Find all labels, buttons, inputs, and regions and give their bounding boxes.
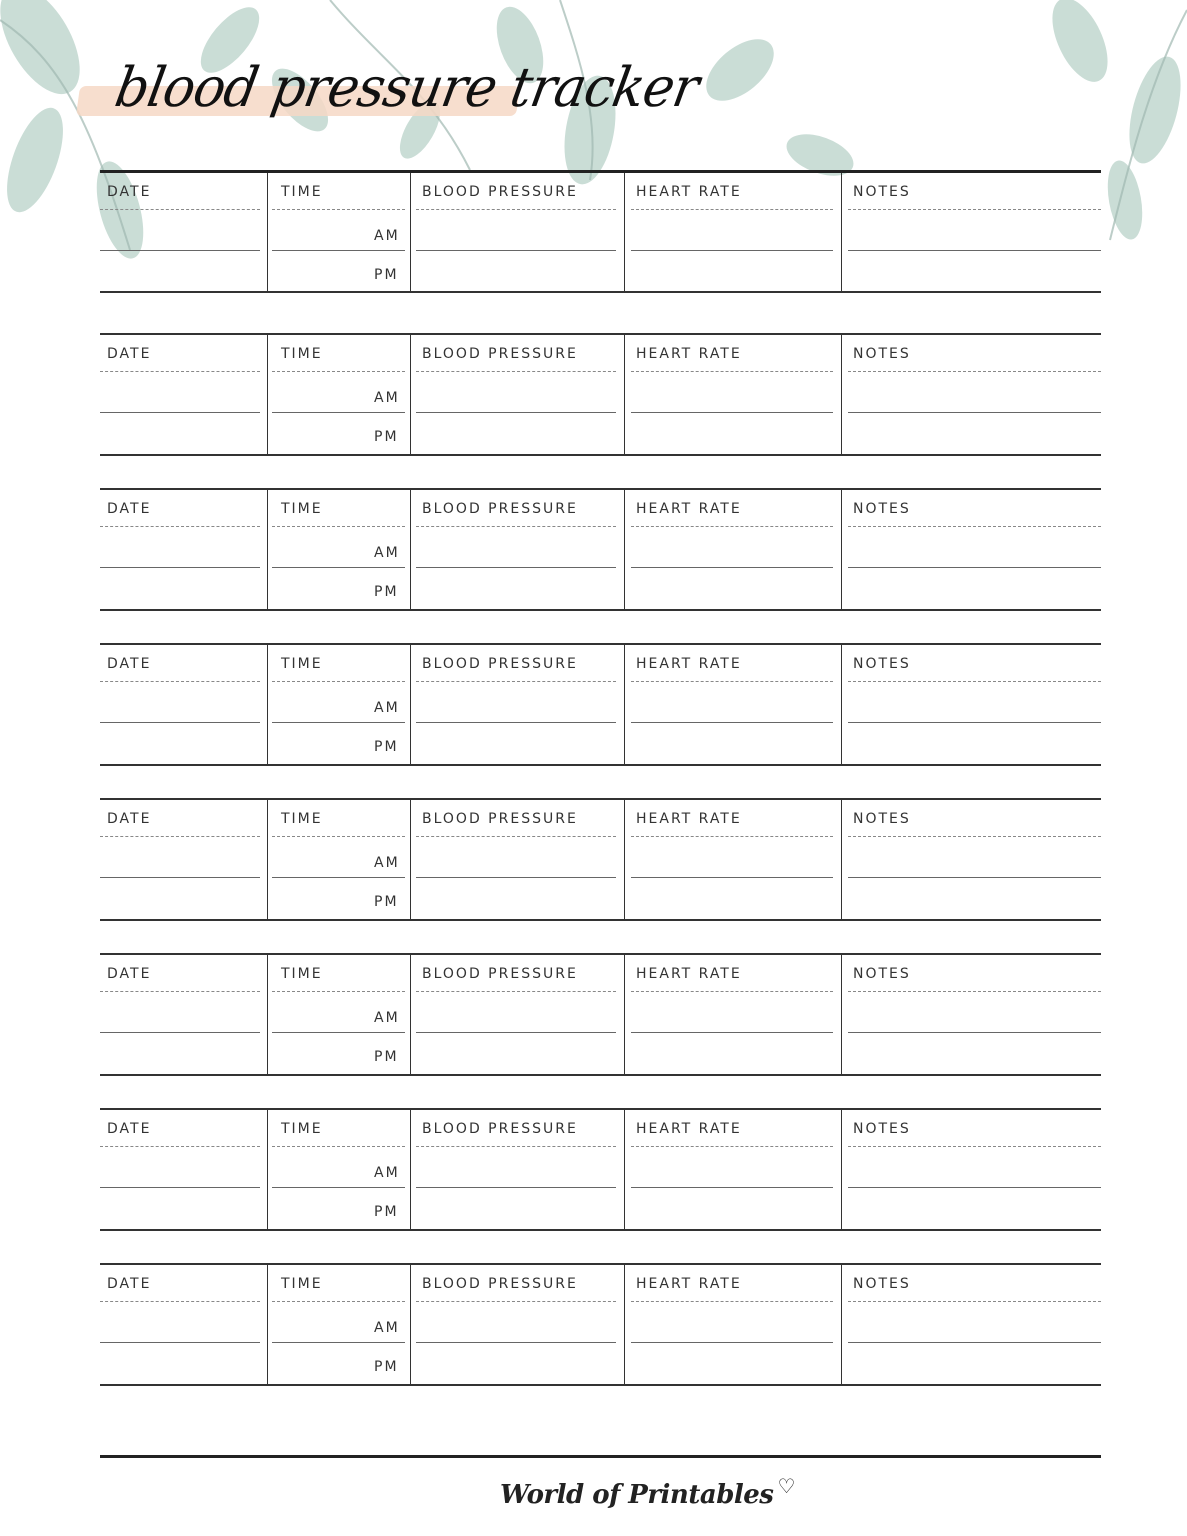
- writing-line[interactable]: [848, 1032, 1101, 1033]
- pm-label: PM: [374, 1049, 399, 1065]
- column-header-time: TIME: [281, 1121, 323, 1137]
- column-divider: [841, 955, 842, 1074]
- writing-line[interactable]: [416, 250, 616, 251]
- column-header-notes: NOTES: [853, 346, 911, 362]
- column-header-blood-pressure: BLOOD PRESSURE: [422, 1276, 578, 1292]
- column-header-blood-pressure: BLOOD PRESSURE: [422, 1121, 578, 1137]
- column-divider: [410, 490, 411, 609]
- dashed-rule: [631, 991, 833, 992]
- pm-label: PM: [374, 1359, 399, 1375]
- column-header-date: DATE: [107, 1121, 152, 1137]
- pm-label: PM: [374, 894, 399, 910]
- footer-rule: [100, 1455, 1101, 1458]
- column-header-heart-rate: HEART RATE: [636, 1121, 742, 1137]
- dashed-rule: [631, 526, 833, 527]
- writing-line[interactable]: [272, 1032, 405, 1033]
- dashed-rule: [272, 371, 405, 372]
- writing-line[interactable]: [848, 250, 1101, 251]
- column-divider: [410, 335, 411, 454]
- column-divider: [624, 1110, 625, 1229]
- dashed-rule: [272, 836, 405, 837]
- column-header-time: TIME: [281, 184, 323, 200]
- pm-label: PM: [374, 429, 399, 445]
- dashed-rule: [272, 1146, 405, 1147]
- dashed-rule: [100, 371, 260, 372]
- dashed-rule: [416, 209, 616, 210]
- dashed-rule: [631, 371, 833, 372]
- column-header-notes: NOTES: [853, 1121, 911, 1137]
- title-area: [78, 50, 703, 140]
- dashed-rule: [848, 1301, 1101, 1302]
- column-header-date: DATE: [107, 1276, 152, 1292]
- column-header-notes: NOTES: [853, 811, 911, 827]
- pm-label: PM: [374, 584, 399, 600]
- writing-line[interactable]: [631, 250, 833, 251]
- writing-line[interactable]: [100, 1032, 260, 1033]
- dashed-rule: [416, 1146, 616, 1147]
- column-header-blood-pressure: BLOOD PRESSURE: [422, 656, 578, 672]
- column-header-date: DATE: [107, 346, 152, 362]
- dashed-rule: [100, 991, 260, 992]
- column-header-heart-rate: HEART RATE: [636, 811, 742, 827]
- entry-block: [100, 1263, 1101, 1386]
- am-label: AM: [374, 228, 400, 244]
- writing-line[interactable]: [631, 567, 833, 568]
- writing-line[interactable]: [631, 412, 833, 413]
- writing-line[interactable]: [416, 722, 616, 723]
- writing-line[interactable]: [416, 567, 616, 568]
- column-divider: [624, 1265, 625, 1384]
- column-header-notes: NOTES: [853, 501, 911, 517]
- am-label: AM: [374, 700, 400, 716]
- column-header-notes: NOTES: [853, 1276, 911, 1292]
- column-divider: [624, 800, 625, 919]
- column-divider: [267, 800, 268, 919]
- column-header-heart-rate: HEART RATE: [636, 184, 742, 200]
- writing-line[interactable]: [100, 1187, 260, 1188]
- dashed-rule: [100, 1146, 260, 1147]
- column-header-date: DATE: [107, 501, 152, 517]
- entry-block: [100, 798, 1101, 921]
- column-divider: [624, 645, 625, 764]
- column-header-notes: NOTES: [853, 966, 911, 982]
- writing-line[interactable]: [848, 1187, 1101, 1188]
- column-header-time: TIME: [281, 656, 323, 672]
- column-divider: [841, 800, 842, 919]
- column-header-blood-pressure: BLOOD PRESSURE: [422, 811, 578, 827]
- writing-line[interactable]: [631, 1342, 833, 1343]
- column-divider: [624, 335, 625, 454]
- dashed-rule: [416, 681, 616, 682]
- column-divider: [841, 335, 842, 454]
- dashed-rule: [416, 526, 616, 527]
- column-divider: [624, 173, 625, 291]
- writing-line[interactable]: [100, 877, 260, 878]
- writing-line[interactable]: [848, 1342, 1101, 1343]
- writing-line[interactable]: [631, 877, 833, 878]
- writing-line[interactable]: [416, 412, 616, 413]
- column-header-time: TIME: [281, 811, 323, 827]
- column-divider: [841, 173, 842, 291]
- am-label: AM: [374, 390, 400, 406]
- writing-line[interactable]: [272, 1187, 405, 1188]
- writing-line[interactable]: [100, 250, 260, 251]
- brand-logo: [500, 1474, 795, 1510]
- writing-line[interactable]: [416, 1342, 616, 1343]
- dashed-rule: [631, 209, 833, 210]
- column-header-heart-rate: HEART RATE: [636, 1276, 742, 1292]
- column-divider: [267, 173, 268, 291]
- writing-line[interactable]: [416, 1187, 616, 1188]
- am-label: AM: [374, 1165, 400, 1181]
- page-title: blood pressure tracker: [110, 56, 703, 120]
- dashed-rule: [631, 836, 833, 837]
- column-divider: [267, 955, 268, 1074]
- dashed-rule: [100, 526, 260, 527]
- pm-label: PM: [374, 267, 399, 283]
- dashed-rule: [848, 371, 1101, 372]
- writing-line[interactable]: [272, 412, 405, 413]
- writing-line[interactable]: [272, 250, 405, 251]
- column-header-heart-rate: HEART RATE: [636, 501, 742, 517]
- entry-block: [100, 333, 1101, 456]
- dashed-rule: [272, 681, 405, 682]
- entry-block: [100, 170, 1101, 293]
- am-label: AM: [374, 855, 400, 871]
- column-header-blood-pressure: BLOOD PRESSURE: [422, 501, 578, 517]
- dashed-rule: [848, 209, 1101, 210]
- writing-line[interactable]: [416, 1032, 616, 1033]
- column-divider: [267, 335, 268, 454]
- column-divider: [841, 1265, 842, 1384]
- column-divider: [410, 1110, 411, 1229]
- dashed-rule: [100, 1301, 260, 1302]
- column-divider: [624, 490, 625, 609]
- heart-icon: ♡: [777, 1474, 795, 1498]
- column-divider: [841, 1110, 842, 1229]
- writing-line[interactable]: [100, 722, 260, 723]
- column-divider: [267, 1265, 268, 1384]
- dashed-rule: [848, 526, 1101, 527]
- dashed-rule: [272, 1301, 405, 1302]
- column-header-notes: NOTES: [853, 184, 911, 200]
- column-header-blood-pressure: BLOOD PRESSURE: [422, 184, 578, 200]
- entry-block: [100, 643, 1101, 766]
- column-header-notes: NOTES: [853, 656, 911, 672]
- writing-line[interactable]: [100, 1342, 260, 1343]
- column-header-heart-rate: HEART RATE: [636, 346, 742, 362]
- writing-line[interactable]: [272, 722, 405, 723]
- am-label: AM: [374, 545, 400, 561]
- writing-line[interactable]: [272, 877, 405, 878]
- column-header-time: TIME: [281, 966, 323, 982]
- column-header-date: DATE: [107, 656, 152, 672]
- column-header-date: DATE: [107, 811, 152, 827]
- column-divider: [410, 1265, 411, 1384]
- column-divider: [267, 1110, 268, 1229]
- pm-label: PM: [374, 1204, 399, 1220]
- dashed-rule: [848, 991, 1101, 992]
- writing-line[interactable]: [272, 567, 405, 568]
- writing-line[interactable]: [100, 412, 260, 413]
- am-label: AM: [374, 1320, 400, 1336]
- dashed-rule: [416, 836, 616, 837]
- column-header-date: DATE: [107, 966, 152, 982]
- dashed-rule: [272, 209, 405, 210]
- dashed-rule: [631, 1301, 833, 1302]
- writing-line[interactable]: [848, 877, 1101, 878]
- column-header-blood-pressure: BLOOD PRESSURE: [422, 346, 578, 362]
- dashed-rule: [100, 681, 260, 682]
- column-header-time: TIME: [281, 346, 323, 362]
- dashed-rule: [848, 1146, 1101, 1147]
- column-divider: [410, 645, 411, 764]
- column-divider: [410, 173, 411, 291]
- column-header-time: TIME: [281, 501, 323, 517]
- column-header-blood-pressure: BLOOD PRESSURE: [422, 966, 578, 982]
- writing-line[interactable]: [848, 567, 1101, 568]
- writing-line[interactable]: [631, 1032, 833, 1033]
- writing-line[interactable]: [416, 877, 616, 878]
- writing-line[interactable]: [100, 567, 260, 568]
- dashed-rule: [272, 526, 405, 527]
- column-header-heart-rate: HEART RATE: [636, 656, 742, 672]
- writing-line[interactable]: [848, 722, 1101, 723]
- column-header-time: TIME: [281, 1276, 323, 1292]
- dashed-rule: [848, 681, 1101, 682]
- column-divider: [267, 645, 268, 764]
- writing-line[interactable]: [848, 412, 1101, 413]
- entry-block: [100, 953, 1101, 1076]
- column-divider: [410, 800, 411, 919]
- writing-line[interactable]: [272, 1342, 405, 1343]
- column-divider: [267, 490, 268, 609]
- column-divider: [410, 955, 411, 1074]
- column-divider: [841, 490, 842, 609]
- writing-line[interactable]: [631, 1187, 833, 1188]
- brand-name: World of Printables: [500, 1480, 774, 1510]
- entry-block: [100, 1108, 1101, 1231]
- dashed-rule: [416, 1301, 616, 1302]
- entry-block: [100, 488, 1101, 611]
- dashed-rule: [416, 991, 616, 992]
- am-label: AM: [374, 1010, 400, 1026]
- pm-label: PM: [374, 739, 399, 755]
- dashed-rule: [631, 1146, 833, 1147]
- column-header-heart-rate: HEART RATE: [636, 966, 742, 982]
- dashed-rule: [100, 836, 260, 837]
- dashed-rule: [100, 209, 260, 210]
- dashed-rule: [848, 836, 1101, 837]
- dashed-rule: [272, 991, 405, 992]
- column-header-date: DATE: [107, 184, 152, 200]
- dashed-rule: [416, 371, 616, 372]
- writing-line[interactable]: [631, 722, 833, 723]
- column-divider: [624, 955, 625, 1074]
- column-divider: [841, 645, 842, 764]
- dashed-rule: [631, 681, 833, 682]
